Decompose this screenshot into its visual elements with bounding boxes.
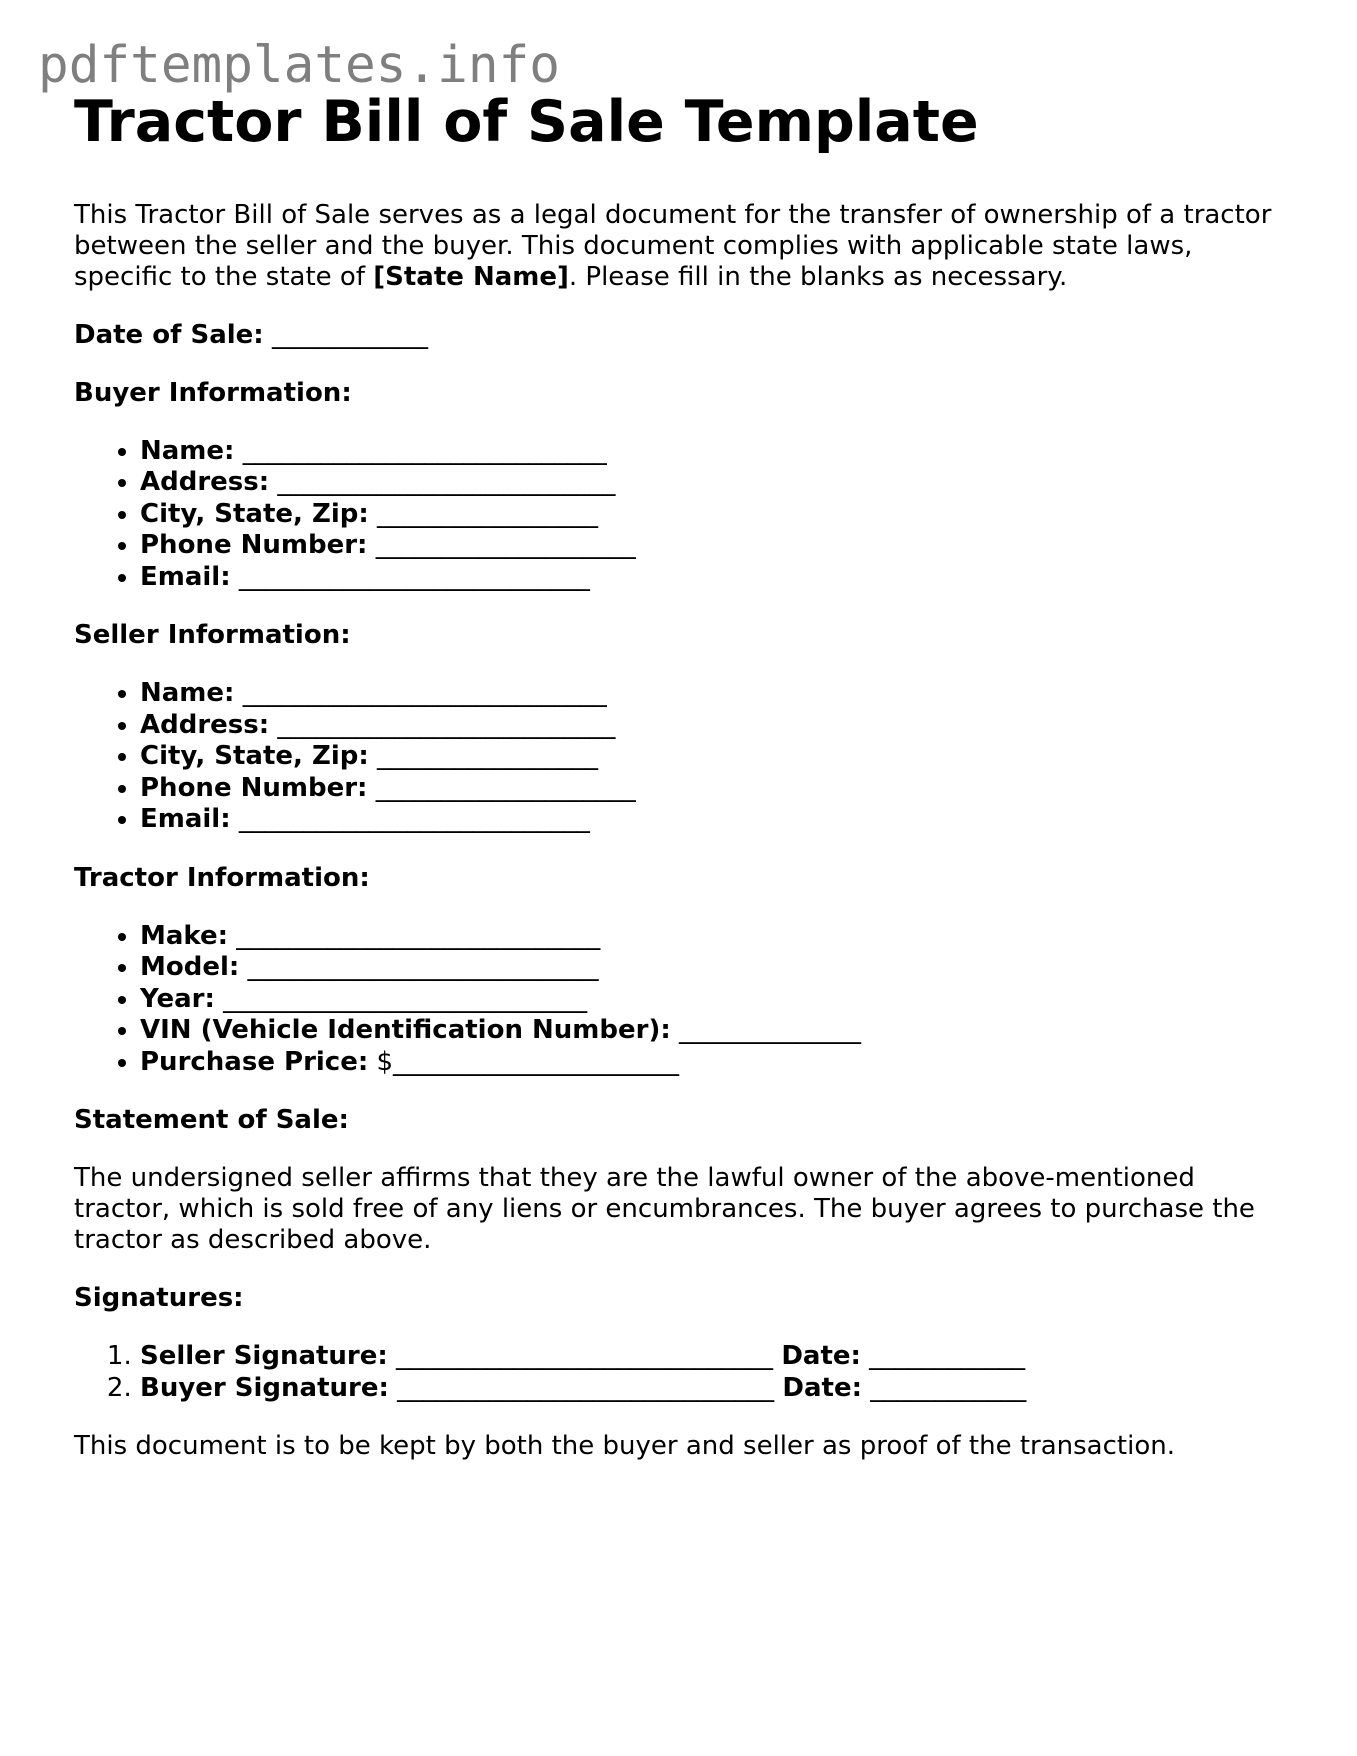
buyer-name-blank[interactable]: ____________________________ — [234, 435, 607, 466]
document-title: Tractor Bill of Sale Template — [74, 89, 979, 155]
statement-of-sale-text: The undersigned seller affirms that they are the lawful owner of the above-mentioned tractor, which is sold free of any liens or encumbrances. The buyer agrees to purchase the tractor as described above. — [74, 1163, 1255, 1256]
tractor-make-item — [140, 921, 1274, 953]
watermark: pdftemplates.info — [38, 36, 560, 95]
seller-city-state-zip-item — [140, 741, 1274, 773]
seller-city-state-zip-blank[interactable]: _________________ — [368, 741, 599, 772]
signatures-heading: Signatures: — [74, 1283, 244, 1314]
tractor-purchase-price-blank[interactable]: $______________________ — [368, 1046, 680, 1077]
buyer-signature-blank[interactable]: _____________________________ — [388, 1372, 783, 1403]
tractor-year-item — [140, 984, 1274, 1016]
field-label: Name: — [140, 678, 235, 709]
tractor-purchase-price-item — [140, 1047, 1274, 1079]
intro-paragraph — [74, 200, 1274, 293]
seller-address-blank[interactable]: __________________________ — [269, 709, 616, 740]
buyer-phone-blank[interactable]: ____________________ — [367, 530, 636, 561]
intro-text-start: This Tractor Bill of Sale serves as a legal document for the transfer of ownership of a tractor between the seller and the buyer. This document complies with applicable state laws, specific to the state of — [74, 199, 1272, 292]
field-label: Address: — [140, 709, 270, 740]
seller-phone-blank[interactable]: ____________________ — [367, 772, 636, 803]
buyer-phone-item — [140, 530, 1274, 562]
field-label: Buyer Signature: — [140, 1372, 389, 1403]
field-label: Purchase Price: — [140, 1046, 369, 1077]
statement-of-sale-heading: Statement of Sale: — [74, 1105, 349, 1136]
buyer-fields-list — [74, 436, 1274, 594]
field-label: Phone Number: — [140, 530, 368, 561]
tractor-year-blank[interactable]: ____________________________ — [214, 983, 588, 1014]
state-name-placeholder: [State Name] — [373, 261, 569, 292]
tractor-vin-item — [140, 1015, 1274, 1047]
tractor-model-blank[interactable]: ___________________________ — [239, 952, 599, 983]
field-label: Name: — [140, 435, 235, 466]
seller-phone-item — [140, 773, 1274, 805]
tractor-make-blank[interactable]: ____________________________ — [228, 920, 601, 951]
buyer-information-heading: Buyer Information: — [74, 377, 352, 408]
seller-date-blank[interactable]: ____________ — [860, 1341, 1026, 1372]
field-label: VIN (Vehicle Identification Number): — [140, 1015, 671, 1046]
signatures-list — [74, 1341, 1274, 1404]
tractor-information-heading: Tractor Information: — [74, 862, 370, 893]
seller-address-item — [140, 710, 1274, 742]
seller-signature-blank[interactable]: _____________________________ — [387, 1341, 782, 1372]
buyer-address-item — [140, 467, 1274, 499]
seller-email-item — [140, 804, 1274, 836]
buyer-city-state-zip-item — [140, 499, 1274, 531]
buyer-email-blank[interactable]: ___________________________ — [230, 561, 590, 592]
field-label: Seller Signature: — [140, 1341, 388, 1372]
date-of-sale-blank[interactable]: ____________ — [263, 319, 428, 350]
seller-signature-item — [140, 1341, 1274, 1373]
document-page — [74, 90, 1274, 1462]
buyer-city-state-zip-blank[interactable]: _________________ — [368, 498, 599, 529]
date-of-sale-label: Date of Sale: — [74, 319, 264, 350]
seller-fields-list — [74, 678, 1274, 836]
field-label: Phone Number: — [140, 772, 368, 803]
buyer-email-item — [140, 562, 1274, 594]
tractor-vin-blank[interactable]: ______________ — [670, 1015, 861, 1046]
field-label: Year: — [140, 983, 215, 1014]
seller-name-blank[interactable]: ____________________________ — [234, 678, 607, 709]
field-label: Model: — [140, 952, 240, 983]
seller-email-blank[interactable]: ___________________________ — [230, 804, 590, 835]
buyer-address-blank[interactable]: __________________________ — [269, 467, 616, 498]
buyer-signature-item — [140, 1373, 1274, 1405]
field-label: Make: — [140, 920, 229, 951]
date-label: Date: — [781, 1341, 861, 1372]
field-label: Email: — [140, 804, 231, 835]
field-label: Email: — [140, 561, 231, 592]
tractor-model-item — [140, 952, 1274, 984]
field-label: Address: — [140, 467, 270, 498]
seller-name-item — [140, 678, 1274, 710]
field-label: City, State, Zip: — [140, 741, 369, 772]
buyer-name-item — [140, 436, 1274, 468]
intro-text-end: . Please fill in the blanks as necessary. — [568, 261, 1068, 292]
field-label: City, State, Zip: — [140, 498, 369, 529]
date-of-sale-line — [74, 320, 1274, 351]
seller-information-heading: Seller Information: — [74, 620, 351, 651]
tractor-fields-list — [74, 921, 1274, 1079]
date-label: Date: — [782, 1372, 863, 1403]
closing-statement: This document is to be kept by both the buyer and seller as proof of the transaction. — [74, 1431, 1175, 1462]
buyer-date-blank[interactable]: ____________ — [862, 1372, 1027, 1403]
